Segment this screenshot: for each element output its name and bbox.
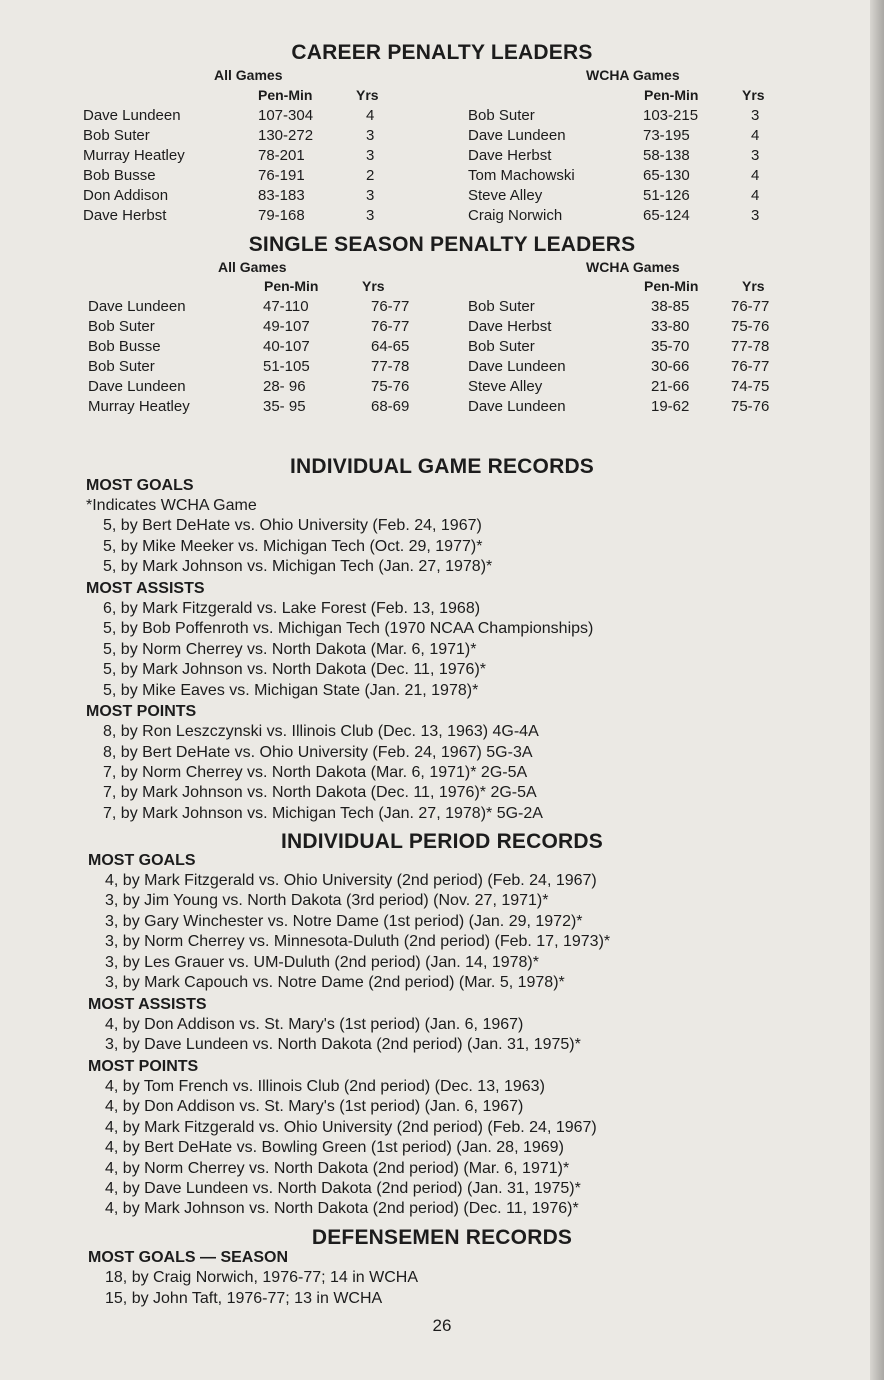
table-row: Dave Herbst 58-138 3 [468, 147, 760, 164]
table-row: Steve Alley 51-126 4 [468, 187, 760, 204]
season-all-penmin-header: Pen-Min [264, 278, 319, 294]
list-item: 3, by Mark Capouch vs. Notre Dame (2nd period) (Mar. 5, 1978)* [105, 974, 565, 991]
career-wcha-games-label: WCHA Games [586, 67, 680, 83]
table-row: Bob Suter 49-107 76-77 [88, 318, 410, 335]
list-item: 3, by Norm Cherrey vs. Minnesota-Duluth (2nd period) (Feb. 17, 1973)* [105, 933, 611, 950]
table-row: Dave Lundeen 28- 96 75-76 [88, 378, 410, 395]
career-wcha-penmin-header: Pen-Min [644, 87, 699, 103]
period-most-goals-label: MOST GOALS [88, 852, 196, 869]
season-all-yrs-header: Yrs [362, 278, 385, 294]
table-row: Dave Lundeen 73-195 4 [468, 127, 760, 144]
defensemen-title: DEFENSEMEN RECORDS [311, 1226, 573, 1249]
table-row: Dave Lundeen 19-62 75-76 [468, 398, 770, 415]
period-records-title: INDIVIDUAL PERIOD RECORDS [281, 830, 603, 853]
table-row: Dave Lundeen 107-304 4 [83, 107, 375, 124]
table-row: Bob Suter 35-70 77-78 [468, 338, 770, 355]
table-row: Bob Suter 130-272 3 [83, 127, 375, 144]
table-row: Tom Machowski 65-130 4 [468, 167, 760, 184]
list-item: 4, by Mark Johnson vs. North Dakota (2nd period) (Dec. 11, 1976)* [105, 1200, 579, 1217]
game-records-title: INDIVIDUAL GAME RECORDS [289, 455, 595, 478]
table-row: Bob Suter 38-85 76-77 [468, 298, 770, 315]
season-all-games-table [88, 297, 411, 417]
season-wcha-penmin-header: Pen-Min [644, 278, 699, 294]
list-item: 3, by Les Grauer vs. UM-Duluth (2nd period) (Jan. 14, 1978)* [105, 954, 539, 971]
season-penalty-title: SINGLE SEASON PENALTY LEADERS [248, 233, 636, 256]
list-item: 5, by Norm Cherrey vs. North Dakota (Mar. 6, 1971)* [103, 641, 477, 658]
period-most-assists-label: MOST ASSISTS [88, 996, 207, 1013]
list-item: 4, by Dave Lundeen vs. North Dakota (2nd period) (Jan. 31, 1975)* [105, 1180, 581, 1197]
list-item: 7, by Mark Johnson vs. Michigan Tech (Jan. 27, 1978)* 5G-2A [103, 805, 543, 822]
career-all-games-label: All Games [214, 67, 283, 83]
list-item: 4, by Don Addison vs. St. Mary's (1st period) (Jan. 6, 1967) [105, 1098, 524, 1115]
season-wcha-games-table [468, 297, 771, 417]
wcha-note: *Indicates WCHA Game [86, 497, 257, 514]
list-item: 5, by Bob Poffenroth vs. Michigan Tech (1970 NCAA Championships) [103, 620, 594, 637]
career-wcha-games-table [468, 106, 791, 226]
career-all-games-table [83, 106, 406, 226]
list-item: 7, by Mark Johnson vs. North Dakota (Dec. 11, 1976)* 2G-5A [103, 784, 537, 801]
list-item: 4, by Don Addison vs. St. Mary's (1st period) (Jan. 6, 1967) [105, 1016, 524, 1033]
table-row: Craig Norwich 65-124 3 [468, 207, 760, 224]
list-item: 5, by Bert DeHate vs. Ohio University (Feb. 24, 1967) [103, 517, 482, 534]
game-most-points-label: MOST POINTS [86, 703, 197, 720]
list-item: 5, by Mark Johnson vs. Michigan Tech (Jan. 27, 1978)* [103, 558, 493, 575]
table-row: Dave Lundeen 30-66 76-77 [468, 358, 770, 375]
career-wcha-yrs-header: Yrs [742, 87, 765, 103]
list-item: 8, by Ron Leszczynski vs. Illinois Club (Dec. 13, 1963) 4G-4A [103, 723, 539, 740]
list-item: 5, by Mike Meeker vs. Michigan Tech (Oct. 29, 1977)* [103, 538, 483, 555]
page-number: 26 [432, 1316, 452, 1335]
table-row: Bob Suter 103-215 3 [468, 107, 760, 124]
game-most-assists-label: MOST ASSISTS [86, 580, 205, 597]
list-item: 5, by Mike Eaves vs. Michigan State (Jan. 21, 1978)* [103, 682, 479, 699]
table-row: Bob Suter 51-105 77-78 [88, 358, 410, 375]
defensemen-most-goals-label: MOST GOALS — SEASON [88, 1249, 289, 1266]
list-item: 4, by Norm Cherrey vs. North Dakota (2nd period) (Mar. 6, 1971)* [105, 1160, 570, 1177]
table-row: Steve Alley 21-66 74-75 [468, 378, 770, 395]
career-all-yrs-header: Yrs [356, 87, 379, 103]
season-wcha-games-label: WCHA Games [586, 259, 680, 275]
table-row: Bob Busse 40-107 64-65 [88, 338, 410, 355]
list-item: 18, by Craig Norwich, 1976-77; 14 in WCHA [105, 1269, 419, 1286]
career-all-penmin-header: Pen-Min [258, 87, 313, 103]
table-row: Dave Herbst 79-168 3 [83, 207, 375, 224]
table-row: Bob Busse 76-191 2 [83, 167, 375, 184]
table-row: Don Addison 83-183 3 [83, 187, 375, 204]
list-item: 4, by Mark Fitzgerald vs. Ohio University (2nd period) (Feb. 24, 1967) [105, 1119, 597, 1136]
list-item: 4, by Bert DeHate vs. Bowling Green (1st period) (Jan. 28, 1969) [105, 1139, 564, 1156]
list-item: 6, by Mark Fitzgerald vs. Lake Forest (Feb. 13, 1968) [103, 600, 481, 617]
table-row: Murray Heatley 35- 95 68-69 [88, 398, 410, 415]
table-row: Murray Heatley 78-201 3 [83, 147, 375, 164]
list-item: 5, by Mark Johnson vs. North Dakota (Dec. 11, 1976)* [103, 661, 486, 678]
list-item: 4, by Tom French vs. Illinois Club (2nd period) (Dec. 13, 1963) [105, 1078, 545, 1095]
season-wcha-yrs-header: Yrs [742, 278, 765, 294]
game-most-goals-label: MOST GOALS [86, 477, 194, 494]
season-all-games-label: All Games [218, 259, 287, 275]
list-item: 7, by Norm Cherrey vs. North Dakota (Mar. 6, 1971)* 2G-5A [103, 764, 528, 781]
list-item: 3, by Jim Young vs. North Dakota (3rd period) (Nov. 27, 1971)* [105, 892, 549, 909]
list-item: 4, by Mark Fitzgerald vs. Ohio University (2nd period) (Feb. 24, 1967) [105, 872, 597, 889]
list-item: 3, by Gary Winchester vs. Notre Dame (1st period) (Jan. 29, 1972)* [105, 913, 583, 930]
list-item: 8, by Bert DeHate vs. Ohio University (Feb. 24, 1967) 5G-3A [103, 744, 533, 761]
list-item: 3, by Dave Lundeen vs. North Dakota (2nd period) (Jan. 31, 1975)* [105, 1036, 581, 1053]
period-most-points-label: MOST POINTS [88, 1058, 199, 1075]
list-item: 15, by John Taft, 1976-77; 13 in WCHA [105, 1290, 383, 1307]
career-penalty-title: CAREER PENALTY LEADERS [291, 41, 593, 64]
table-row: Dave Herbst 33-80 75-76 [468, 318, 770, 335]
page-edge-shadow [870, 0, 884, 1380]
table-row: Dave Lundeen 47-110 76-77 [88, 298, 410, 315]
